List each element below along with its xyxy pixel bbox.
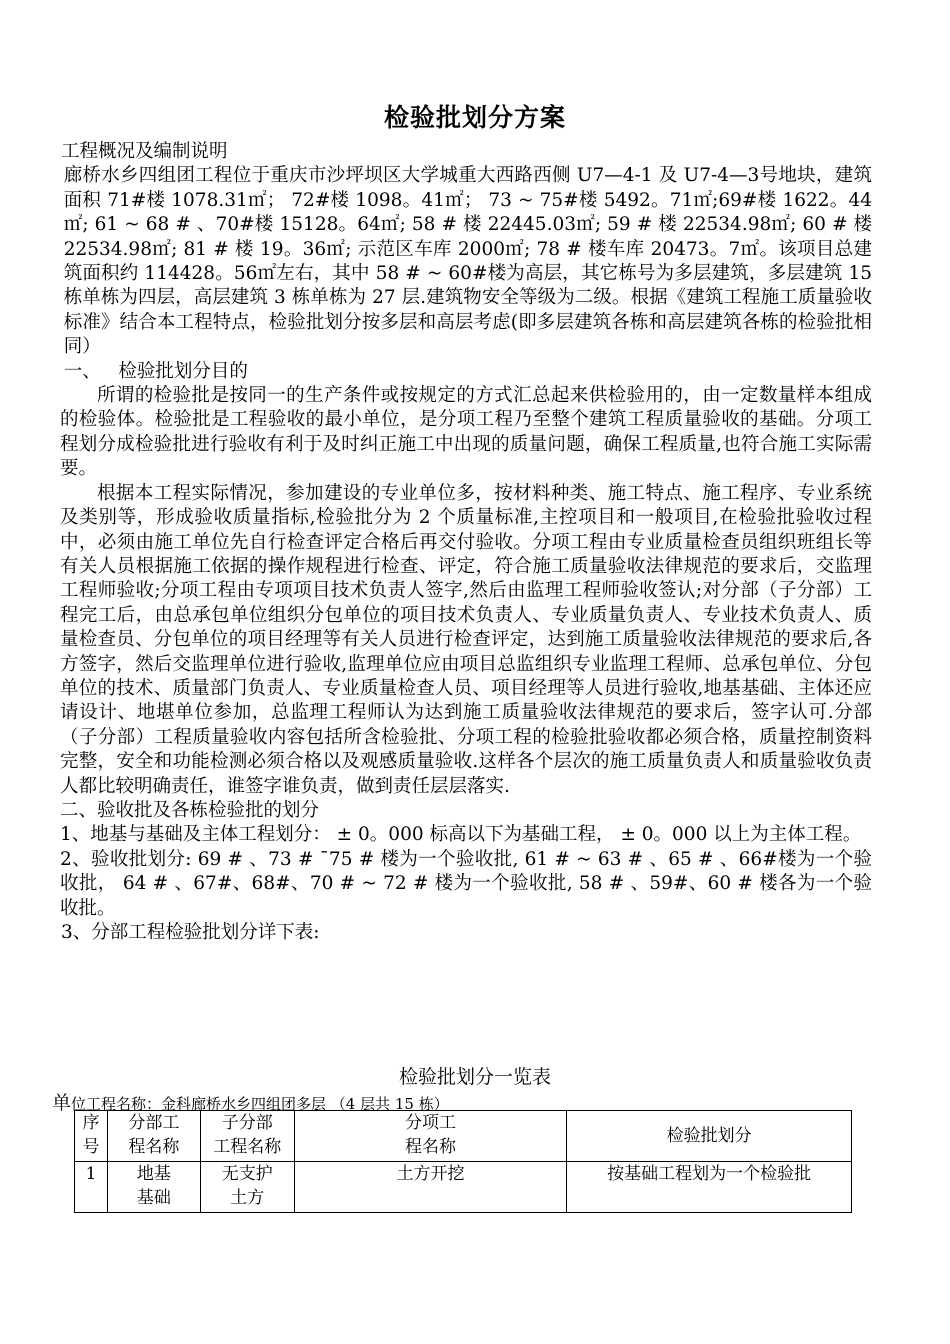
section-2-item-1: 1、地基与基础及主体工程划分： ± 0。000 标高以下为基础工程， ± 0。000 以上为主体工程。 [60,824,862,846]
header-seq: 序 号 [75,1111,108,1162]
section-1-heading: 一、 检验批划分目的 [63,360,248,382]
section-2-heading: 二、验收批及各栋检验批的划分 [60,799,320,821]
section-2-item-2: 2、验收批划分: 69 # 、73 # ¯75 # 楼为一个验收批, 61 # ~ 63 # 、65 # 、66#楼为一个验收批， 64 # 、67#、68#、70 # ~ 72 # 楼为一个验收批, 58 # 、59#、60 # 楼各为一个验收批。 [60,848,872,919]
header-subdivision: 子分部 工程名称 [200,1111,294,1162]
section-1-paragraph-1: 所谓的检验批是按同一的生产条件或按规定的方式汇总起来供检验用的，由一定数量样本组成的检验体。检验批是工程验收的最小单位，是分项工程乃至整个建筑工程质量验收的基础。分项工程划分成检验批进行验收有利于及时纠正施工中出现的质量问题，确保工程质量,也符合施工实际需要。 [60,385,872,480]
table-title: 检验批划分一览表 [398,1066,551,1088]
batch-division-table [74,1110,852,1213]
header-batch: 检验批划分 [567,1111,852,1162]
cell-seq: 1 [75,1162,108,1213]
header-item: 分项工 程名称 [294,1111,567,1162]
cell-subdivision: 无支护 土方 [200,1162,294,1213]
overview-paragraph: 廊桥水乡四组团工程位于重庆市沙坪坝区大学城重大西路西侧 U7—4-1 及 U7-4—3号地块，建筑面积 71#楼 1078.31㎡； 72#楼 1098。41㎡； 73 ~ 75#楼 5492。71㎡;69#楼 1622。44㎡; 61 ~ 68 # 、70#楼 15128。64㎡; 58 # 楼 22445.03㎡; 59 # 楼 22534.98㎡; 60 # 楼 22534.98㎡; 81 # 楼 19。36㎡; 示范区车库 2000㎡; 78 # 楼车库 20473。7㎡。该项目总建筑面积约 114428。56㎡左右，其中 58 # ~ 60#楼为高层，其它栋号为多层建筑，多层建筑 15 栋单栋为四层，高层建筑 3 栋单栋为 27 层.建筑物安全等级为二级。根据《建筑工程施工质量验收标准》结合本工程特点，检验批划分按多层和高层考虑(即多层建筑各栋和高层建筑各栋的检验批相同） [63,165,872,358]
cell-division: 地基 基础 [107,1162,200,1213]
document-body [60,140,872,945]
section-2-item-3: 3、分部工程检验批划分详下表: [61,922,320,943]
section-1-paragraph-2: 根据本工程实际情况，参加建设的专业单位多，按材料种类、施工特点、施工程序、专业系统及类别等，形成验收质量指标,检验批分为 2 个质量标准,主控项目和一般项目,在检验批验收过程中，必须由施工单位先自行检查评定合格后再交付验收。分项工程由专业质量检查员组织班组长等有关人员根据施工依据的操作规程进行检查、评定，符合施工质量验收法律规范的要求后，交监理工程师验收;分项工程由专项项目技术负责人签字,然后由监理工程师验收签认;对分部（子分部）工程完工后，由总承包单位组织分包单位的项目技术负责人、专业质量负责人、专业技术负责人、质量检查员、分包单位的项目经理等有关人员进行检查评定，达到施工质量验收法律规范的要求后,各方签字，然后交监理单位进行验收,监理单位应由项目总监组织专业监理工程师、总承包单位、分包单位的技术、质量部门负责人、专业质量检查人员、项目经理等人员进行验收,地基基础、主体还应请设计、地堪单位参加，总监理工程师认为达到施工质量验收法律规范的要求后，签字认可.分部（子分部）工程质量验收内容包括所含检验批、分项工程的检验批验收都必须合格，质量控制资料完整，安全和功能检测必须合格以及观感质量验收.这样各个层次的施工质量负责人和质量验收负责人都比较明确责任，谁签字谁负责，做到责任层层落实. [60,482,872,797]
unit-project-text: 位工程名称：金科廊桥水乡四组团多层 （4 层共 15 栋） [71,1095,449,1113]
table-row [75,1162,852,1213]
unit-project-prefix: 单 [52,1092,72,1114]
cell-batch: 按基础工程划为一个检验批 [567,1162,852,1213]
header-division: 分部工 程名称 [107,1111,200,1162]
page-title: 检验批划分方案 [383,103,566,132]
cell-item: 土方开挖 [294,1162,567,1213]
table-header-row [75,1111,852,1162]
overview-heading: 工程概况及编制说明 [61,141,228,162]
